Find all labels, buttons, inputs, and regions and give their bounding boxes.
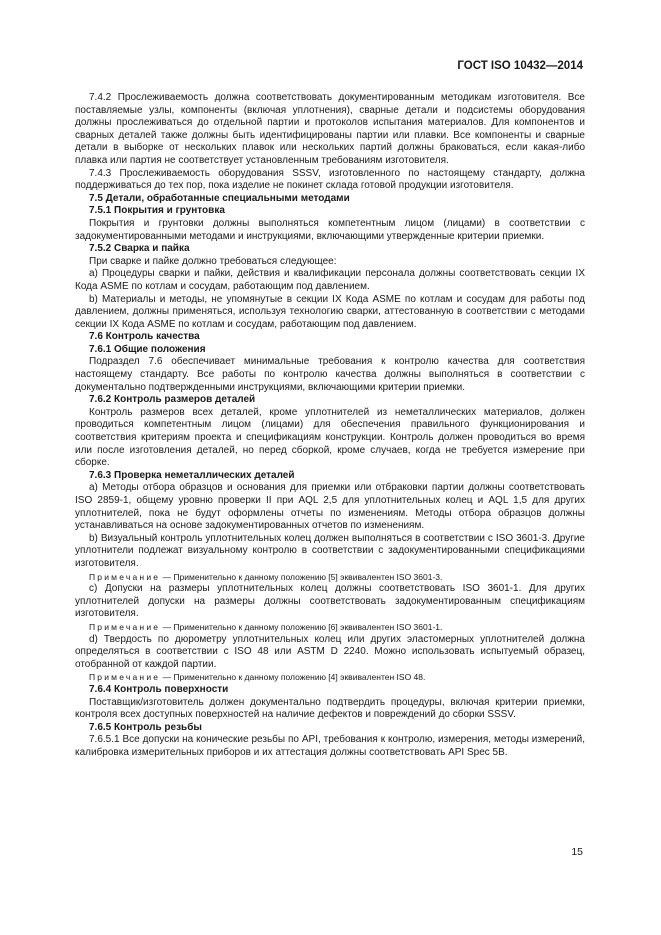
subsection-heading: 7.6.3 Проверка неметаллических деталей xyxy=(89,469,295,481)
paragraph: a) Процедуры сварки и пайки, действия и квалификации персонала должны соответствовать секции IX Кода ASME по котлам и сосудам, работающим под давлением. xyxy=(75,268,585,292)
paragraph: При сварке и пайке должно требоваться следующее: xyxy=(89,255,337,267)
note-label: Примечание xyxy=(89,571,161,582)
page-header: ГОСТ ISO 10432—2014 xyxy=(457,60,583,72)
subsection-heading: 7.5.1 Покрытия и грунтовка xyxy=(89,205,225,217)
subsection-heading: 7.6.1 Общие положения xyxy=(89,343,206,355)
subsection-heading: 7.5.2 Сварка и пайка xyxy=(89,243,190,255)
note-text: — Применительно к данному положению [4] эквивалентен ISO 48. xyxy=(162,672,426,683)
paragraph: Подраздел 7.6 обеспечивает минимальные требования к контролю качества для соответствия настоящему стандарту. Все работы по контролю качества должны выполняться в соответствии с документально подтвержденными инструкциями, включающими критерии приемки. xyxy=(75,356,585,393)
subsection-heading: 7.6.4 Контроль поверхности xyxy=(89,683,229,695)
page-number: 15 xyxy=(571,846,583,858)
paragraph: Поставщик/изготовитель должен документально подтвердить процедуры, включая критерии приемки, контроля всех доступных поверхностей на наличие дефектов и повреждений до сборки SSSV. xyxy=(75,696,585,721)
paragraph: Контроль размеров всех деталей, кроме уплотнителей из неметаллических материалов, должен проводиться компетентным лицом (лицами) для обеспечения правильного функционирования и соответствия критериям проекта и спецификациям конструкции. Контроль должен проводиться во время или после изготовления деталей, но перед сборкой, кроме случаев, когда не требуется измерение при сборке. xyxy=(75,406,585,469)
note xyxy=(75,621,585,634)
subsection-heading: 7.6.5 Контроль резьбы xyxy=(89,721,202,733)
paragraph: Покрытия и грунтовки должны выполняться компетентным лицом (лицами) в соответствии с задокументированными методами и инструкциями, включающими утвержденные критерии приемки. xyxy=(75,217,585,242)
document-body xyxy=(75,92,585,759)
note-label: Примечание xyxy=(89,621,161,632)
paragraph: b) Визуальный контроль уплотнительных колец должен выполняться в соответствии с ISO 3601-3. Другие уплотнители подлежат визуальному контролю в соответствии с задокументированными спецификациями изготовителя. xyxy=(75,532,585,569)
paragraph: a) Методы отбора образцов и основания для приемки или отбраковки партии должны соответствовать ISO 2859-1, общему уровню проверки II при AQL 2,5 для уплотнительных колец и AQL 1,5 для других уплотнителей, пока не будут оформлены отчеты по изменениям. Методы отбора образцов должны устанавливаться на основе задокументированных отчетов по изменениям. xyxy=(75,482,585,532)
subsection-heading: 7.6.2 Контроль размеров деталей xyxy=(89,394,256,406)
note-text: — Применительно к данному положению [5] эквивалентен ISO 3601-3. xyxy=(162,571,443,582)
paragraph: 7.4.3 Прослеживаемость оборудования SSSV, изготовленного по настоящему стандарту, должна поддерживаться до тех пор, пока изделие не покинет склада готовой продукции изготовителя. xyxy=(75,167,585,192)
paragraph: c) Допуски на размеры уплотнительных колец должны соответствовать ISO 3601-1. Для других уплотнителей допуски на размеры должны соответствовать задокументированным спецификациям изготовителя. xyxy=(75,583,585,620)
section-heading: 7.6 Контроль качества xyxy=(89,331,200,343)
paragraph: 7.4.2 Прослеживаемость должна соответствовать документированным методикам изготовителя. Все поставляемые узлы, компоненты (включая уплотнения), сварные детали и подсистемы оборудования должны прослеживаться до отдельной партии и протоколов испытания материалов. Для компонентов и сварных деталей также должны быть идентифицированы партии или плавки. Все компоненты и сварные детали в выборке от нескольких плавок или нескольких партий должны браковаться, если какая-либо плавка или партия не соответствует установленным требованиям изготовителя. xyxy=(75,92,585,166)
note-text: — Применительно к данному положению [6] эквивалентен ISO 3601-1. xyxy=(162,621,443,632)
note-label: Примечание xyxy=(89,672,161,683)
paragraph: b) Материалы и методы, не упомянутые в секции IX Кода ASME по котлам и сосудам для работы под давлением, должны применяться, используя технологию сварки, аттестованную в соответствии с методами секции IX Кода ASME по котлам и сосудам, работающим под давлением. xyxy=(75,293,585,330)
section-heading: 7.5 Детали, обработанные специальными методами xyxy=(89,192,350,204)
paragraph: d) Твердость по дюрометру уплотнительных колец или других эластомерных уплотнителей должна определяться в соответствии с ISO 48 или ASTM D 2240. Можно использовать испытуемый образец, отобранной от каждой партии. xyxy=(75,633,585,670)
note xyxy=(75,671,585,684)
note xyxy=(75,571,585,584)
paragraph: 7.6.5.1 Все допуски на конические резьбы по API, требования к контролю, измерения, методы измерений, калибровка измерительных приборов и их аттестация должны соответствовать API Spec 5B. xyxy=(75,734,585,758)
